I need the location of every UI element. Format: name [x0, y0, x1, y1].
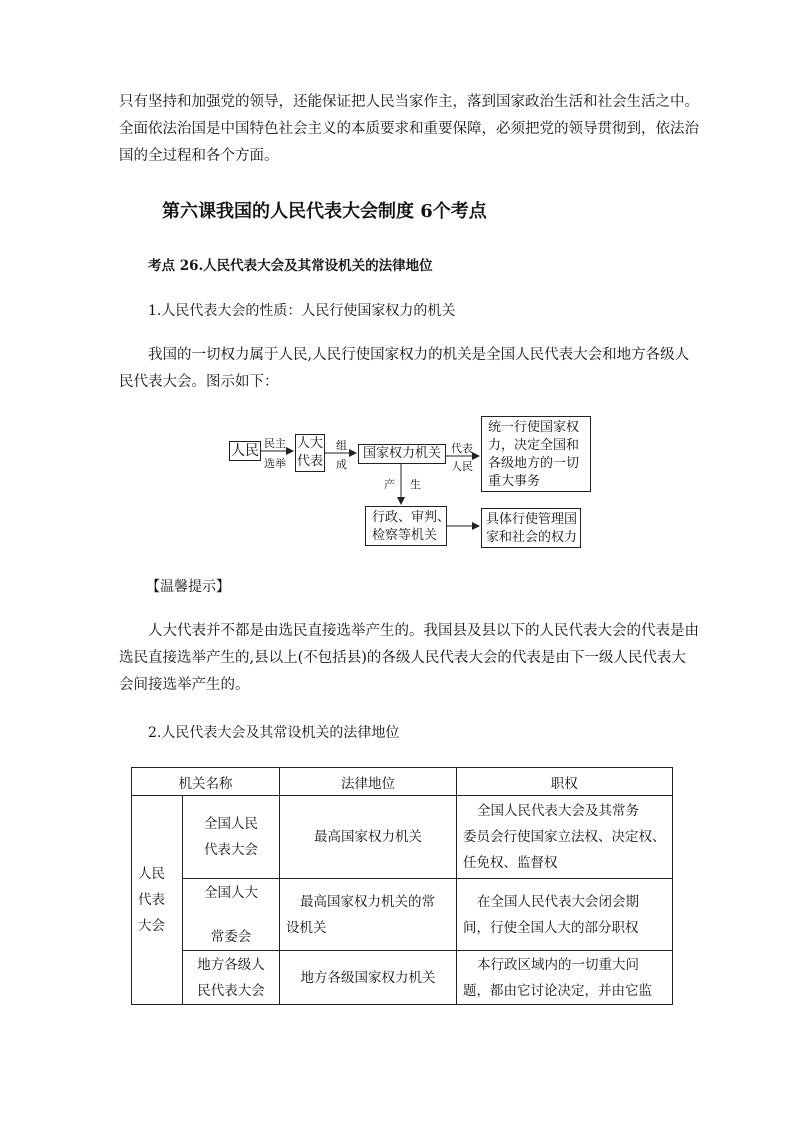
powers-cell-line: 任免权、监督权: [463, 855, 558, 871]
specific-line: 家和社会的权力: [486, 530, 578, 545]
table-row: [132, 879, 673, 951]
powers-cell-line: 在全国人民代表大会闭会期: [477, 893, 639, 910]
group-line: 代表: [138, 892, 165, 908]
organ-name-line: 全国人民: [204, 816, 258, 832]
powers-line: 力，决定全国和: [488, 438, 580, 453]
organ-name-cell: [183, 879, 280, 951]
powers-line: 各级地方的一切: [488, 456, 580, 471]
specific-powers-box: [481, 508, 581, 548]
powers-cell-line: 本行政区域内的一切重大问: [477, 956, 639, 973]
unified-powers-box: [481, 416, 591, 492]
label-form-2: 成: [336, 458, 347, 471]
table-row: [132, 796, 673, 879]
powers-cell: [457, 796, 673, 879]
tip-paragraph: [119, 618, 699, 699]
powers-cell-line: 委员会行使国家立法权、决定权、: [463, 829, 666, 845]
people-box: 人民: [231, 443, 259, 459]
group-line: 大会: [138, 918, 165, 934]
label-represent: 代表: [451, 442, 473, 455]
tip-line: 人大代表并不都是由选民直接选举产生的。我国县及县以下的人民代表大会的代表是由: [148, 623, 699, 639]
organ-name-line: 民代表大会: [197, 982, 265, 999]
label-produce-1: 产: [384, 478, 395, 491]
other-organs-line: 检察等机关: [372, 528, 438, 543]
group-cell: [132, 796, 183, 1005]
legal-status-cell: [280, 879, 457, 951]
label-form-1: 组: [336, 439, 347, 452]
tip-heading: 【温馨提示】: [146, 579, 230, 595]
intro-line: 全面依法治国是中国特色社会主义的本质要求和重要保障，必须把党的领导贯彻到，依法治: [119, 121, 699, 137]
deputies-box: [295, 434, 325, 472]
intro-paragraph: [119, 89, 699, 170]
powers-cell: [457, 951, 673, 1005]
powers-cell-line: 题，都由它讨论决定，并由它监: [463, 982, 652, 999]
intro-line: 只有坚持和加强党的领导，还能保证把人民当家作主，落到国家政治生活和社会生活之中。: [119, 94, 699, 110]
legal-status-line: 最高国家权力机关的常: [300, 893, 435, 910]
powers-cell-line: 间，行使全国人大的部分职权: [463, 919, 639, 936]
specific-line: 具体行使管理国: [486, 512, 578, 527]
organ-name-line: 全国人大: [204, 884, 258, 901]
header-organ-name: 机关名称: [132, 768, 280, 796]
deputies-line: 人大: [296, 436, 323, 451]
state-power-organ-box: 国家权力机关: [358, 444, 446, 464]
legal-status-line: 设机关: [286, 919, 327, 936]
organ-name-line: 常委会: [210, 928, 252, 945]
organ-name-cell: [183, 796, 280, 879]
legal-status-cell: 最高国家权力机关: [280, 796, 457, 879]
label-democratic: 民主: [264, 437, 286, 450]
intro-line: 国的全过程和各个方面。: [119, 148, 279, 164]
nature-line: 我国的一切权力属于人民,人民行使国家权力的机关是全国人民代表大会和地方各级人: [148, 347, 690, 363]
other-organs-box: [365, 506, 451, 546]
legal-status-table: [131, 767, 673, 1005]
nature-paragraph: [119, 342, 690, 396]
table-header-row: [132, 768, 673, 796]
subheading-nature: 1.人民代表大会的性质：人民行使国家权力的机关: [148, 303, 456, 319]
powers-line: 统一行使国家权: [488, 420, 580, 435]
tip-line: 会间接选举产生的。: [119, 677, 250, 693]
header-powers: 职权: [457, 768, 673, 796]
group-line: 人民: [138, 866, 165, 882]
kaodian-title: 考点 26.人民代表大会及其常设机关的法律地位: [148, 258, 433, 274]
other-organs-line: 行政、审判、: [372, 510, 451, 525]
lesson-title: 第六课我国的人民代表大会制度 6个考点: [162, 201, 487, 222]
powers-cell: [457, 879, 673, 951]
table-row: [132, 951, 673, 1005]
legal-status-cell: 地方各级国家权力机关: [280, 951, 457, 1005]
organ-name-line: 代表大会: [204, 842, 258, 858]
powers-line: 重大事务: [488, 474, 541, 489]
powers-cell-line: 全国人民代表大会及其常务: [477, 803, 639, 819]
subheading-legal-status: 2.人民代表大会及其常设机关的法律地位: [148, 725, 400, 741]
label-election: 选举: [264, 457, 286, 470]
deputies-line: 代表: [296, 454, 323, 469]
nature-line: 民代表大会。图示如下：: [119, 374, 279, 390]
organ-name-line: 地方各级人: [197, 956, 265, 973]
tip-line: 选民直接选举产生的,县以上(不包括县)的各级人民代表大会的代表是由下一级人民代表大: [119, 650, 686, 666]
header-legal-status: 法律地位: [280, 768, 457, 796]
label-produce-2: 生: [410, 478, 421, 491]
organ-name-cell: [183, 951, 280, 1005]
label-people: 人民: [451, 460, 473, 473]
